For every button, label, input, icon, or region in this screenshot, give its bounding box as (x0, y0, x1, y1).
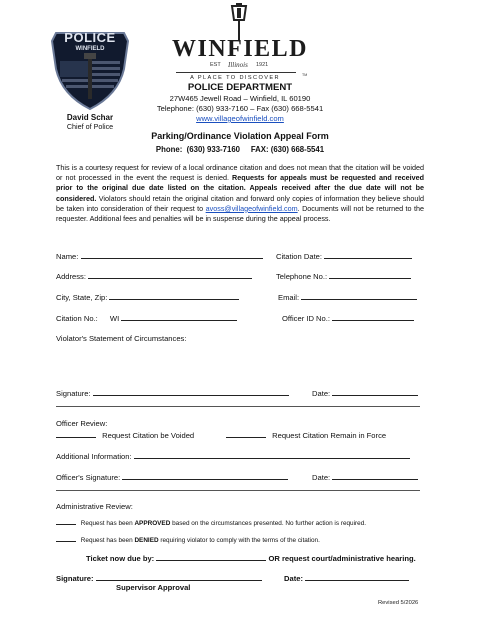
telephone-row (276, 271, 411, 281)
statement-label: Violator's Statement of Circumstances: (56, 334, 187, 343)
name-field[interactable] (81, 251, 263, 259)
supervisor-signature-row (56, 573, 262, 583)
logo-tagline: A PLACE TO DISCOVER (190, 75, 280, 81)
denied-keyword: DENIED (134, 537, 159, 544)
officer-signature-row (56, 472, 288, 482)
email-label: Email: (278, 293, 300, 302)
officer-id-row (282, 313, 414, 323)
lamp-post-icon (228, 2, 250, 40)
additional-info-label: Additional Information: (56, 452, 132, 461)
dept-phones: Telephone: (630) 933-7160 – Fax (630) 668-5541 (156, 104, 324, 113)
logo-year: 1921 (256, 62, 269, 68)
denied-field[interactable] (56, 535, 76, 542)
void-option-label: Request Citation be Voided (102, 431, 195, 440)
name-row (56, 251, 263, 261)
violator-signature-field[interactable] (93, 388, 289, 396)
officer-date-label: Date: (312, 473, 331, 482)
badge-text-top: POLICE (64, 30, 116, 45)
supervisor-signature-field[interactable] (96, 573, 262, 581)
void-option-field[interactable] (56, 430, 96, 438)
telephone-field[interactable] (329, 271, 411, 279)
denied-row (56, 535, 320, 544)
supervisor-date-field[interactable] (305, 573, 409, 581)
intro-text-3: . Documents will not be returned to the requester. Additional fees and penalties will be in suspense during the appeal process. (56, 203, 425, 224)
denied-pre: Request has been (80, 537, 133, 544)
badge-text-mid: WINFIELD (75, 46, 105, 52)
citation-no-row (56, 313, 237, 323)
city-field[interactable] (109, 292, 239, 300)
logo-wordmark: WINFIELD (171, 36, 309, 62)
city-label: City, State, Zip: (56, 293, 108, 302)
ticket-due-field[interactable] (156, 553, 266, 561)
approved-pre: Request has been (80, 520, 133, 527)
logo-rule (176, 72, 296, 73)
approved-post: based on the circumstances presented. No further action is required. (172, 520, 367, 527)
officer-id-field[interactable] (332, 313, 414, 321)
ticket-due-label: Ticket now due by: (86, 554, 155, 563)
city-row (56, 292, 239, 302)
officer-review-heading: Officer Review: (56, 419, 108, 428)
additional-info-field[interactable] (134, 451, 410, 459)
ticket-due-post: OR request court/administrative hearing. (268, 554, 416, 563)
logo-est: EST (210, 62, 221, 68)
citation-no-field[interactable] (121, 313, 237, 321)
form-phone-line: Phone: (630) 933-7160 FAX: (630) 668-5541 (155, 145, 325, 154)
website-link[interactable]: www.villageofwinfield.com (196, 114, 284, 123)
remain-option-field[interactable] (226, 430, 266, 438)
violator-date-label: Date: (312, 389, 331, 398)
revised-note: Revised 5/2026 (378, 600, 419, 606)
address-label: Address: (56, 272, 86, 281)
approved-field[interactable] (56, 518, 76, 525)
supervisor-date-row (284, 573, 409, 583)
chief-title: Chief of Police (66, 122, 114, 131)
denied-post: requiring violator to comply with the terms of the citation. (160, 537, 320, 544)
officer-signature-label: Officer's Signature: (56, 473, 121, 482)
supervisor-date-label: Date: (284, 574, 303, 583)
name-label: Name: (56, 252, 79, 261)
citation-wi-prefix: WI (109, 314, 120, 323)
divider-officer (56, 406, 420, 407)
violator-date-row (312, 388, 418, 398)
dept-address: 27W465 Jewell Road – Winfield, IL 60190 (169, 94, 311, 103)
violator-signature-label: Signature: (56, 389, 91, 398)
chief-name: David Schar (66, 113, 114, 122)
ticket-due-row (86, 553, 416, 563)
remain-option-row (226, 430, 386, 440)
intro-paragraph (56, 163, 424, 224)
officer-date-row (312, 472, 418, 482)
violator-signature-row (56, 388, 289, 398)
statement-field[interactable] (56, 344, 420, 380)
remain-option-label: Request Citation Remain in Force (272, 431, 387, 440)
supervisor-signature-label: Signature: (56, 574, 94, 583)
email-field[interactable] (301, 292, 417, 300)
citation-date-row (276, 251, 412, 261)
officer-id-label: Officer ID No.: (282, 314, 330, 323)
dept-title: POLICE DEPARTMENT (187, 82, 293, 93)
appeal-email-link[interactable]: avoss@villageofwinfield.com (205, 203, 298, 213)
officer-signature-field[interactable] (122, 472, 288, 480)
approved-keyword: APPROVED (134, 520, 171, 527)
supervisor-approval-label: Supervisor Approval (116, 583, 191, 592)
address-field[interactable] (88, 271, 252, 279)
telephone-label: Telephone No.: (276, 272, 328, 281)
intro-text-1: This is a courtesy request for review of a local ordinance citation and does not mean that the citation will be voided or not processed in the event the request is denied. (56, 163, 424, 183)
citation-no-label: Citation No.: (56, 314, 98, 323)
address-row (56, 271, 252, 281)
intro-text-bold: Requests for appeals must be requested and received prior to the original due date listed on the citation. Appeals received after the due date will not be considered. (56, 173, 424, 203)
citation-date-field[interactable] (324, 251, 412, 259)
additional-info-row (56, 451, 410, 461)
void-option-row (56, 430, 194, 440)
email-row (278, 292, 417, 302)
intro-text-2: Violators should retain the original citation and forward only copies of information they believe should be taken into consideration of their request to (56, 193, 425, 213)
admin-review-heading: Administrative Review: (56, 502, 133, 511)
logo-script: Illinois (228, 61, 248, 69)
violator-date-field[interactable] (332, 388, 418, 396)
divider-admin (56, 490, 420, 491)
citation-date-label: Citation Date: (276, 252, 323, 261)
officer-date-field[interactable] (332, 472, 418, 480)
approved-row (56, 518, 366, 527)
logo-tm: TM (302, 73, 308, 77)
form-title: Parking/Ordinance Violation Appeal Form (151, 131, 329, 141)
